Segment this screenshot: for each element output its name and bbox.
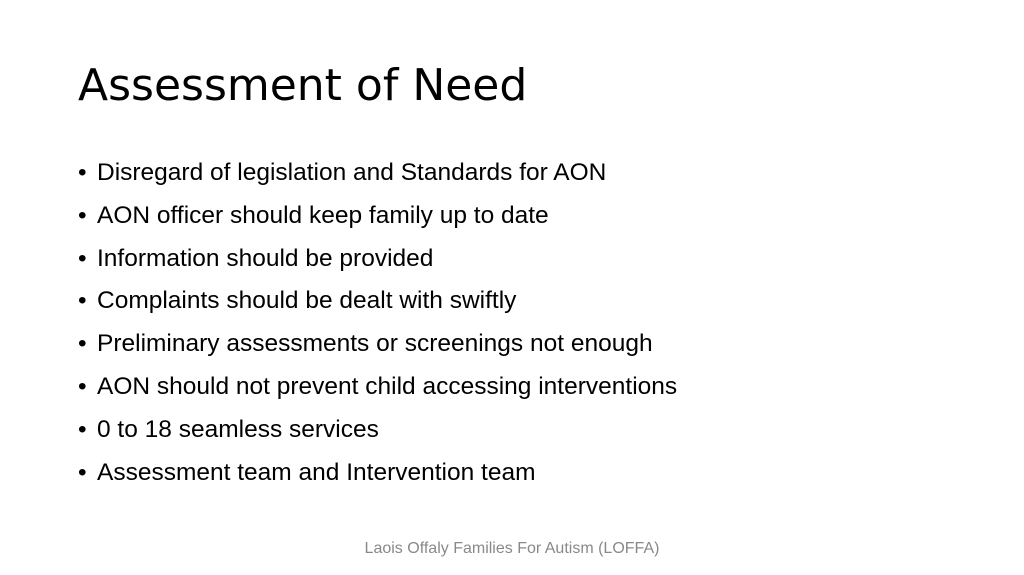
bullet-item	[78, 323, 677, 366]
bullet-dot-icon: •	[78, 287, 87, 315]
bullet-item	[78, 452, 677, 495]
bullet-text: Information should be provided	[97, 244, 434, 272]
bullet-dot-icon: •	[78, 159, 87, 186]
bullet-dot-icon: •	[78, 330, 87, 358]
bullet-text: Disregard of legislation and Standards for AON	[97, 159, 607, 186]
bullet-item	[78, 280, 677, 323]
bullet-text: Complaints should be dealt with swiftly	[97, 287, 517, 315]
bullet-text: Assessment team and Intervention team	[97, 458, 536, 486]
bullet-list	[78, 152, 677, 494]
bullet-item	[78, 366, 677, 409]
bullet-item	[78, 238, 677, 281]
bullet-text: Preliminary assessments or screenings not enough	[97, 330, 653, 358]
bullet-item	[78, 409, 677, 452]
bullet-dot-icon: •	[78, 372, 87, 400]
slide-footer: Laois Offaly Families For Autism (LOFFA)	[364, 540, 660, 557]
bullet-text: 0 to 18 seamless services	[97, 415, 379, 443]
bullet-item	[78, 152, 677, 195]
bullet-text: AON officer should keep family up to date	[97, 201, 549, 229]
bullet-dot-icon: •	[78, 458, 87, 486]
bullet-dot-icon: •	[78, 415, 87, 443]
bullet-dot-icon: •	[78, 244, 87, 272]
bullet-item	[78, 195, 677, 238]
bullet-text: AON should not prevent child accessing interventions	[97, 372, 678, 400]
slide-title: Assessment of Need	[78, 60, 528, 111]
bullet-dot-icon: •	[78, 201, 87, 229]
